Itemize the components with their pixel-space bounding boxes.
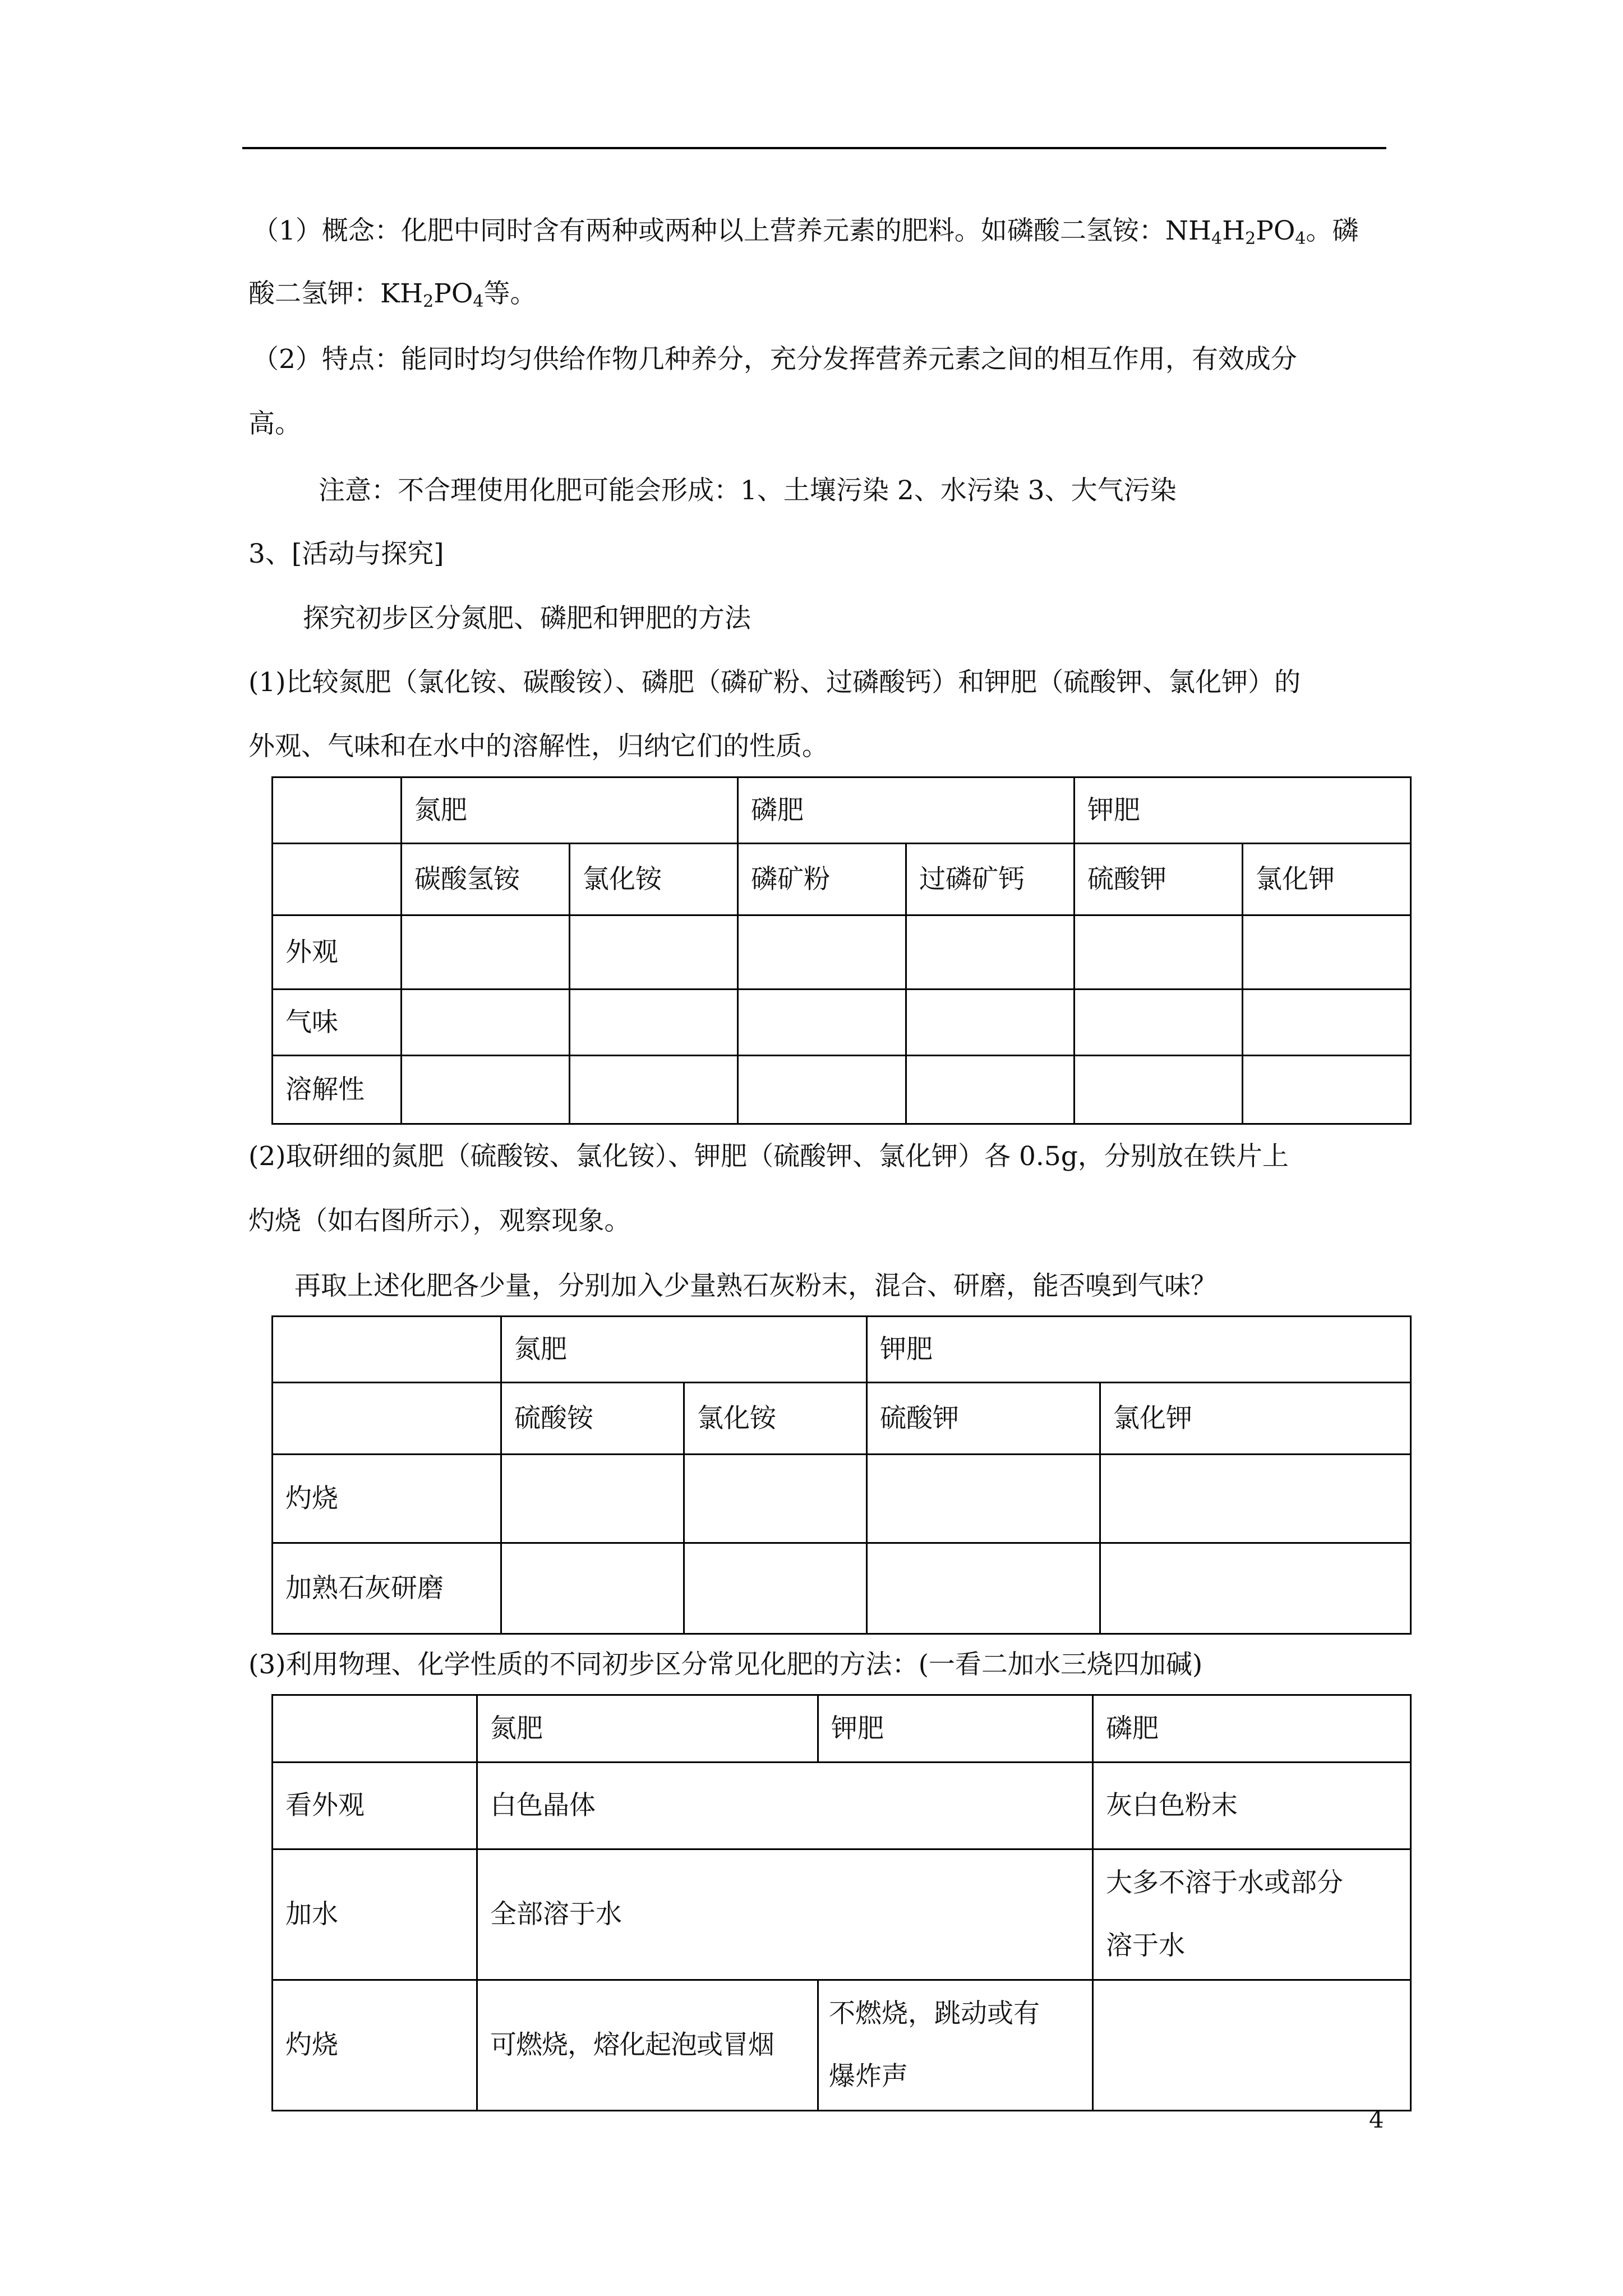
concept-line-2: 酸二氢钾：$KH_2PO_4$等。 <box>248 278 537 311</box>
table3-cell: 大多不溶于水或部分 溶于水 <box>1093 1849 1411 1980</box>
table3-header: 氮肥 <box>477 1695 818 1763</box>
item2-line-1: (2)取研细的氮肥（硫酸铵、氯化铵）、钾肥（硫酸钾、氯化钾）各 0.5g，分别放在铁片上 <box>248 1141 1289 1172</box>
feature-line-1: （2）特点：能同时均匀供给作物几种养分，充分发挥营养元素之间的相互作用，有效成分 <box>252 344 1297 375</box>
table1-group-header: 氮肥 <box>402 777 738 844</box>
table2-empty-cell <box>273 1383 501 1455</box>
table3-cell: 全部溶于水 <box>477 1849 1093 1980</box>
feature-line-2: 高。 <box>248 408 301 439</box>
section-heading: 3、[活动与探究] <box>248 539 444 569</box>
item2-line-3: 再取上述化肥各少量，分别加入少量熟石灰粉末，混合、研磨，能否嗅到气味？ <box>294 1271 1217 1301</box>
table1-cell <box>738 1056 906 1124</box>
table1-subheader: 硫酸钾 <box>1075 844 1243 915</box>
table3-header: 钾肥 <box>818 1695 1093 1763</box>
table1-cell <box>1243 1056 1411 1124</box>
table2-cell <box>684 1543 867 1634</box>
table1-cell <box>906 1056 1075 1124</box>
table2-corner-cell <box>273 1317 501 1383</box>
table2-group-header: 氮肥 <box>501 1317 867 1383</box>
table3-row-label: 看外观 <box>273 1763 477 1849</box>
table3-cell: 灰白色粉末 <box>1093 1763 1411 1849</box>
header-rule <box>242 147 1386 149</box>
table-row <box>273 1763 1411 1849</box>
table1-row-label: 溶解性 <box>273 1056 402 1124</box>
table-row <box>273 915 1411 990</box>
table1-cell <box>1075 990 1243 1056</box>
fertilizer-properties-table <box>271 776 1412 1125</box>
table1-cell <box>402 915 570 990</box>
table1-cell <box>402 1056 570 1124</box>
table3-cell: 不燃烧，跳动或有 爆炸声 <box>818 1980 1093 2111</box>
identification-methods-table <box>271 1694 1412 2111</box>
table1-subheader: 氯化铵 <box>570 844 738 915</box>
table3-corner-cell <box>273 1695 477 1763</box>
table3-cell <box>1093 1980 1411 2111</box>
table3-cell: 白色晶体 <box>477 1763 1093 1849</box>
table3-cell: 可燃烧，熔化起泡或冒烟 <box>477 1980 818 2111</box>
table1-empty-cell <box>273 844 402 915</box>
table1-group-header: 磷肥 <box>738 777 1075 844</box>
burning-test-table <box>271 1315 1412 1635</box>
table2-cell <box>867 1455 1100 1543</box>
table2-subheader: 硫酸钾 <box>867 1383 1100 1455</box>
table1-subheader: 碳酸氢铵 <box>402 844 570 915</box>
section-subheading: 探究初步区分氮肥、磷肥和钾肥的方法 <box>303 603 751 634</box>
table-row <box>273 1056 1411 1124</box>
table2-cell <box>867 1543 1100 1634</box>
table2-cell <box>1100 1543 1411 1634</box>
table1-cell <box>570 990 738 1056</box>
table1-cell <box>402 990 570 1056</box>
table2-row-label: 灼烧 <box>273 1455 501 1543</box>
table1-cell <box>906 990 1075 1056</box>
table1-corner-cell <box>273 777 402 844</box>
table2-cell <box>684 1455 867 1543</box>
table2-subheader: 氯化钾 <box>1100 1383 1411 1455</box>
item1-line-2: 外观、气味和在水中的溶解性，归纳它们的性质。 <box>248 731 828 762</box>
table-row <box>273 1849 1411 1980</box>
concept-line-1: （1）概念：化肥中同时含有两种或两种以上营养元素的肥料。如磷酸二氢铵：$NH_4H_2PO_4$。磷 <box>252 215 1359 249</box>
table1-cell <box>906 915 1075 990</box>
table1-cell <box>738 990 906 1056</box>
item2-line-2: 灼烧（如右图所示），观察现象。 <box>248 1205 631 1236</box>
table2-cell <box>501 1455 684 1543</box>
table3-row-label: 灼烧 <box>273 1980 477 2111</box>
table1-cell <box>1075 1056 1243 1124</box>
table1-group-header: 钾肥 <box>1075 777 1411 844</box>
table3-header: 磷肥 <box>1093 1695 1411 1763</box>
table1-cell <box>570 915 738 990</box>
table1-cell <box>1075 915 1243 990</box>
table2-cell <box>1100 1455 1411 1543</box>
table2-subheader: 氯化铵 <box>684 1383 867 1455</box>
table1-row-label: 外观 <box>273 915 402 990</box>
table2-row-label: 加熟石灰研磨 <box>273 1543 501 1634</box>
page-number: 4 <box>1369 2106 1384 2133</box>
table2-cell <box>501 1543 684 1634</box>
table2-group-header: 钾肥 <box>867 1317 1411 1383</box>
item3-line-1: (3)利用物理、化学性质的不同初步区分常见化肥的方法：(一看二加水三烧四加碱) <box>248 1649 1203 1680</box>
table-row <box>273 1543 1411 1634</box>
table1-subheader: 氯化钾 <box>1243 844 1411 915</box>
table1-cell <box>1243 990 1411 1056</box>
table-row <box>273 1980 1411 2111</box>
table1-subheader: 磷矿粉 <box>738 844 906 915</box>
table3-row-label: 加水 <box>273 1849 477 1980</box>
item1-line-1: (1)比较氮肥（氯化铵、碳酸铵）、磷肥（磷矿粉、过磷酸钙）和钾肥（硫酸钾、氯化钾）的 <box>248 667 1301 698</box>
table-row <box>273 1455 1411 1543</box>
table1-row-label: 气味 <box>273 990 402 1056</box>
table-row <box>273 990 1411 1056</box>
table1-cell <box>570 1056 738 1124</box>
table1-subheader: 过磷矿钙 <box>906 844 1075 915</box>
table1-cell <box>738 915 906 990</box>
table1-cell <box>1243 915 1411 990</box>
table2-subheader: 硫酸铵 <box>501 1383 684 1455</box>
note-text: 注意：不合理使用化肥可能会形成：1、土壤污染 2、水污染 3、大气污染 <box>319 475 1177 506</box>
